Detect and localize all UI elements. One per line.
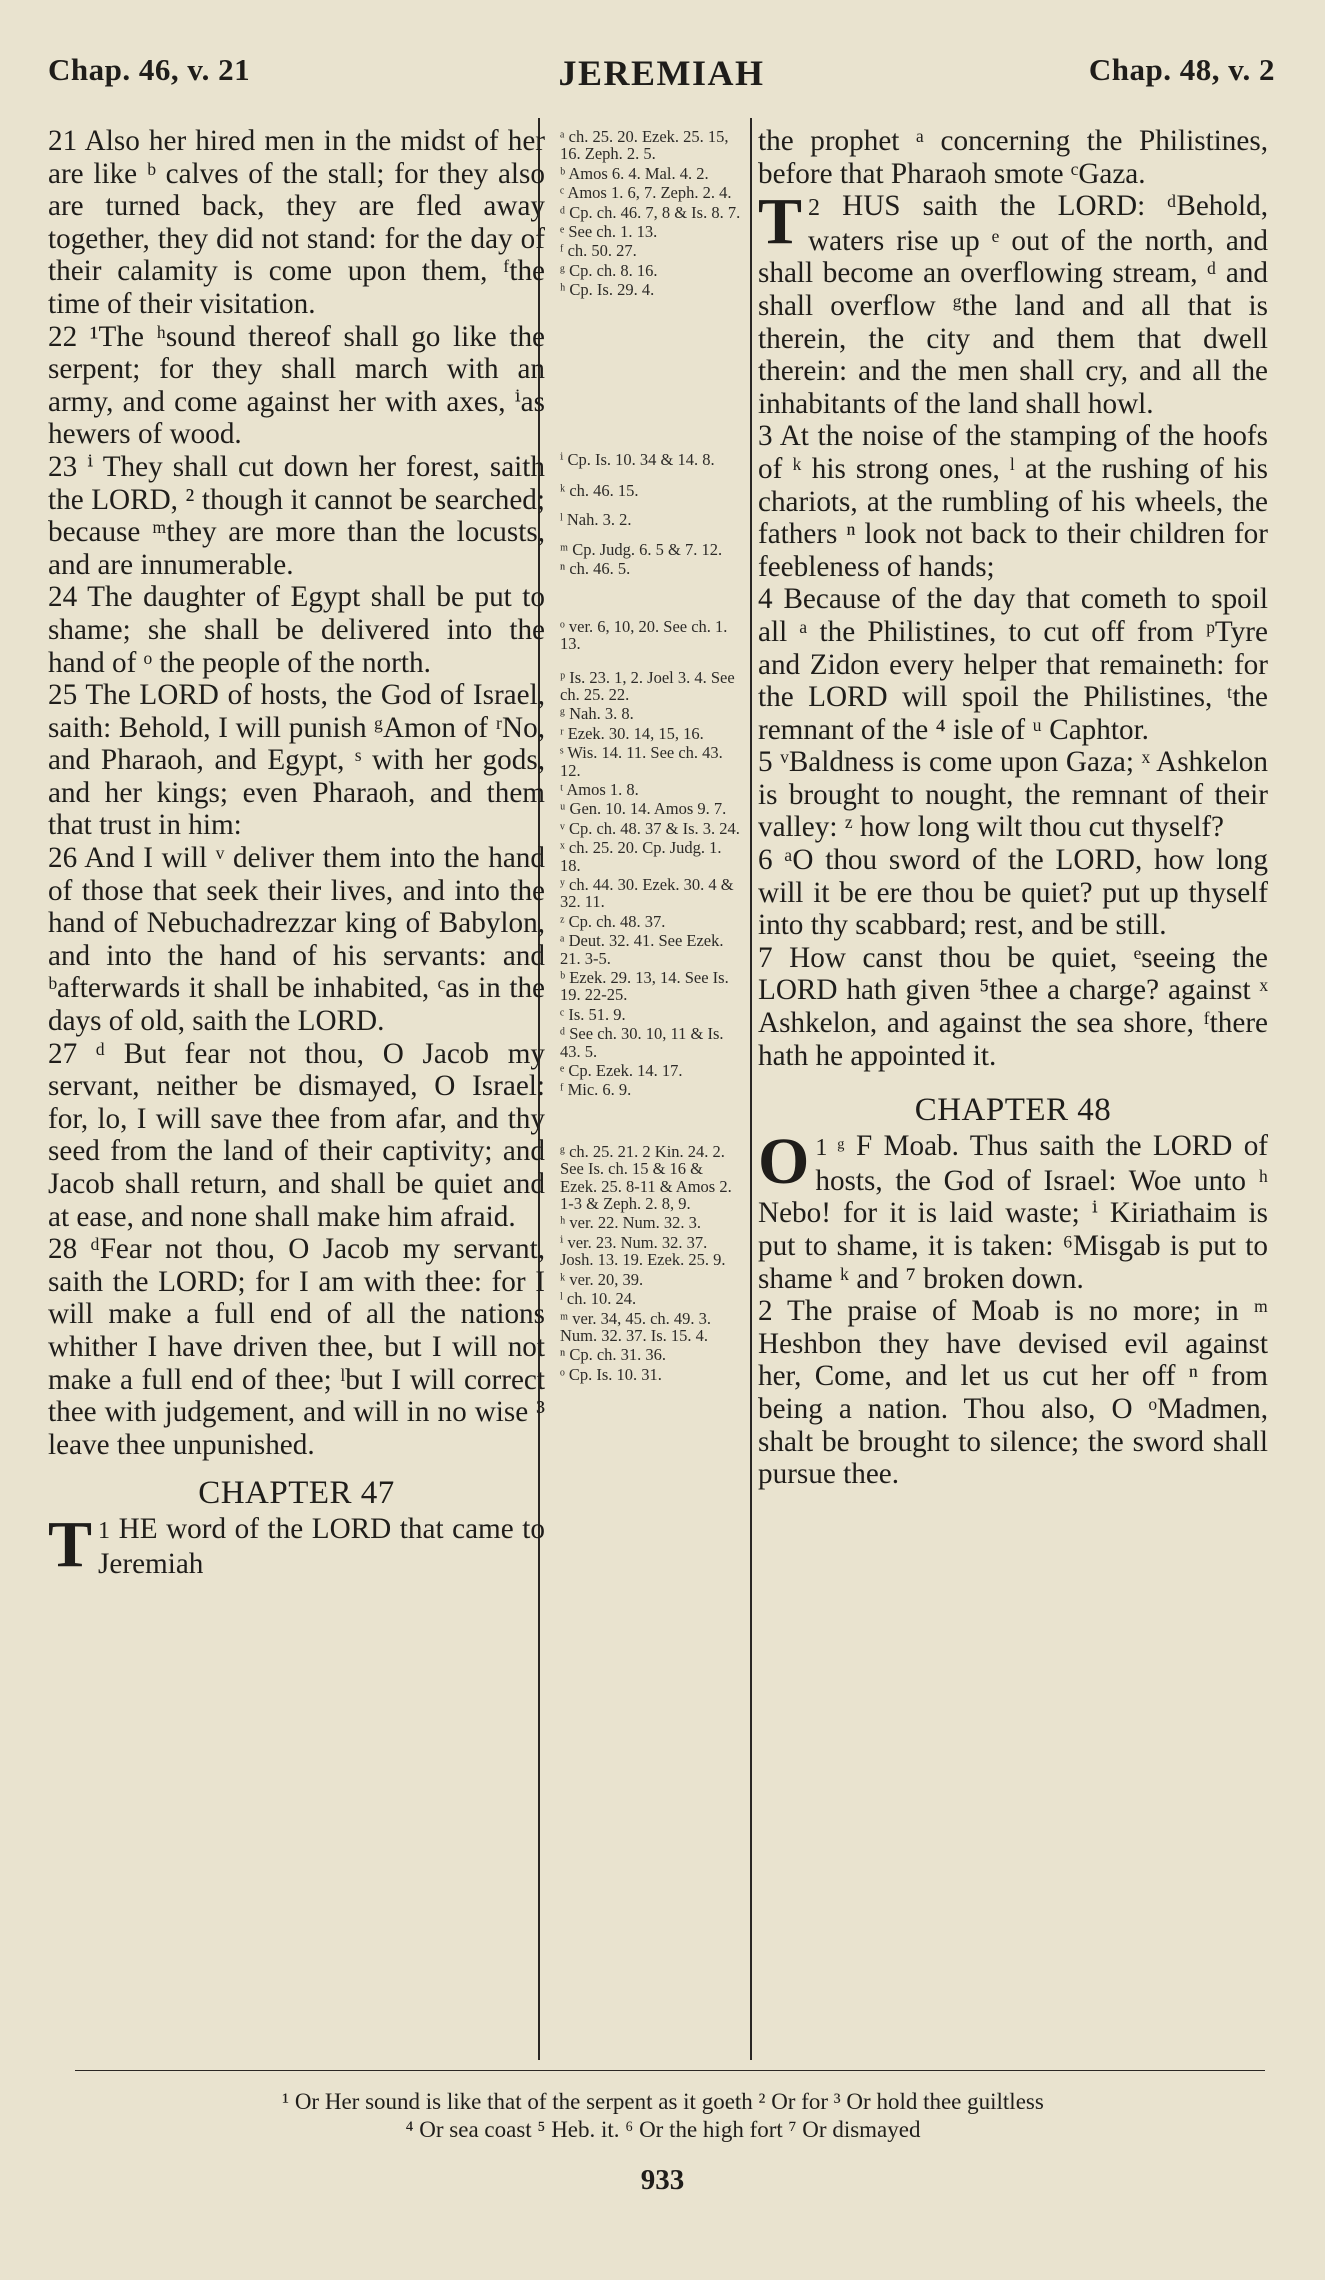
drop-cap-T: T [758, 185, 803, 259]
footnotes [48, 2088, 1278, 2144]
cross-ref: ᵍ ch. 25. 21. 2 Kin. 24. 2. See Is. ch. 15 & 16 & Ezek. 25. 8-11 & Amos 2. 1-3 & Zeph. 2. 8, 9. [560, 1141, 732, 1214]
verse-46-27: 27 ᵈ But fear not thou, O Jacob my servant, neither be dismayed, O Israel: for, lo, I will save thee from afar, and thy seed from the land of their captivity; and Jacob shall return, and shall be quiet and at ease, and none shall make him afraid. [48, 1037, 545, 1233]
cross-ref: ᵘ Gen. 10. 14. Amos 9. 7. [560, 799, 727, 819]
cross-ref: ᶜ Is. 51. 9. [560, 1004, 626, 1024]
chapter-48-heading: CHAPTER 48 [914, 1092, 1112, 1129]
cross-reference-column [560, 128, 743, 1385]
verse-number: 2 [808, 195, 821, 222]
cross-ref: ʸ ch. 44. 30. Ezek. 30. 4 & 32. 11. [560, 874, 734, 912]
verse-47-6: 6 ᵃO thou sword of the LORD, how long will it be ere thou be quiet? put up thyself into thy scabbard; rest, and be still. [758, 844, 1268, 942]
cross-ref: ᵃ Deut. 32. 41. See Ezek. 21. 3-5. [560, 931, 724, 968]
verse-number: 1 [98, 1518, 111, 1545]
running-header [48, 52, 1275, 112]
verse-46-24: 24 The daughter of Egypt shall be put to shame; she shall be delivered into the hand of ᵒ the people of the north. [48, 581, 545, 679]
cross-ref: ⁱ ver. 23. Num. 32. 37. Josh. 13. 19. Ezek. 25. 9. [560, 1232, 726, 1270]
cross-ref: ʰ Cp. Is. 29. 4. [560, 280, 655, 300]
cross-ref: ᵇ Ezek. 29. 13, 14. See Is. 19. 22-25. [560, 968, 729, 1005]
cross-ref: ᵉ Cp. Ezek. 14. 17. [560, 1061, 683, 1081]
cross-ref: ᵛ Cp. ch. 48. 37 & Is. 3. 24. [560, 818, 740, 838]
verse-47-1 [48, 1508, 545, 1582]
verse-47-2-text: HUS saith the LORD: ᵈBehold, waters rise up ᵉ out of the north, and shall become an overflowing stream, ᵈ and shall overflow ᵍthe land and all that is therein, the city and them that dwell therein: and the men shall cry, and all the inhabitants of the land shall howl. [758, 190, 1268, 420]
header-right: Chap. 48, v. 2 [1088, 52, 1275, 87]
cross-ref: ˢ Wis. 14. 11. See ch. 43. 12. [560, 743, 723, 780]
verse-46-28: 28 ᵈFear not thou, O Jacob my servant, saith the LORD; for I am with thee: for I will make a full end of all the nations whither I have driven thee, but I will not make a full end of thee; ˡbut I will correct thee with judgement, and will in no wise ³ leave thee unpunished. [48, 1233, 545, 1461]
cross-ref: ᵈ See ch. 30. 10, 11 & Is. 43. 5. [560, 1024, 724, 1061]
verse-47-3: 3 At the noise of the stamping of the hoofs of ᵏ his strong ones, ˡ at the rushing of his chariots, at the rumbling of his wheels, the fathers ⁿ look not back to their children for feebleness of hands; [758, 420, 1268, 583]
cross-ref: ᵒ ver. 6, 10, 20. See ch. 1. 13. [560, 616, 728, 654]
cross-ref: ⁿ ch. 46. 5. [560, 559, 631, 579]
verse-47-7: 7 How canst thou be quiet, ᵉseeing the LORD hath given ⁵thee a charge? against ˣ Ashkelon, and against the sea shore, ᶠthere hath he appointed it. [758, 941, 1268, 1072]
cross-ref: ˡ ch. 10. 24. [560, 1289, 637, 1309]
verse-46-26: 26 And I will ᵛ deliver them into the hand of those that seek their lives, and into the hand of Nebuchadrezzar king of Babylon, and into the hand of his servants: and ᵇafterwards it shall be inhabited, ᶜas in the days of old, saith the LORD. [48, 842, 545, 1038]
page-number: 933 [640, 2164, 685, 2196]
verse-48-2: 2 The praise of Moab is no more; in ᵐ Heshbon they have devised evil against her, Come, and let us cut her off ⁿ from being a nation. Thou also, O ᵒMadmen, shalt be brought to silence; the sword shall pursue thee. [758, 1295, 1268, 1491]
cross-ref: ⁿ Cp. ch. 31. 36. [560, 1345, 667, 1365]
verse-46-21: 21 Also her hired men in the midst of her are like ᵇ calves of the stall; for they also are turned back, they are fled away together, they did not stand: for the day of their calamity is come upon them, ᶠthe time of their visitation. [48, 125, 545, 320]
footnote-line-1: ¹ Or Her sound is like that of the serpent as it goeth ² Or for ³ Or hold thee guiltless [282, 2089, 1044, 2114]
column-rule-right [750, 118, 752, 2060]
cross-ref: ʳ Ezek. 30. 14, 15, 16. [560, 723, 704, 743]
header-left: Chap. 46, v. 21 [48, 52, 251, 87]
chapter-47-heading: CHAPTER 47 [198, 1475, 395, 1512]
cross-ref: ᶻ Cp. ch. 48. 37. [560, 911, 666, 931]
cross-ref: ᵏ ver. 20, 39. [560, 1269, 644, 1289]
cross-ref: ᵉ See ch. 1. 13. [560, 222, 658, 242]
cross-ref: ˣ ch. 25. 20. Cp. Judg. 1. 18. [560, 838, 722, 875]
verse-47-5: 5 ᵛBaldness is come upon Gaza; ˣ Ashkelon is brought to nought, the remnant of their valley: ᶻ how long wilt thou cut thyself? [758, 746, 1268, 844]
cross-ref: ᵒ Cp. Is. 10. 31. [560, 1364, 662, 1384]
verse-46-25: 25 The LORD of hosts, the God of Israel, saith: Behold, I will punish ᵍAmon of ʳNo, and Pharaoh, and Egypt, ˢ with her gods, and her kings; even Pharaoh, and them that trust in him: [48, 679, 545, 842]
cross-ref: ᵗ Amos 1. 8. [560, 779, 639, 799]
verse-47-2 [758, 185, 1268, 420]
cross-ref: ᵐ ver. 34, 45. ch. 49. 3. Num. 32. 37. Is. 15. 4. [560, 1308, 712, 1345]
verse-47-1-text: HE word of the LORD that came to Jeremiah [98, 1513, 545, 1580]
cross-ref: ᵇ Amos 6. 4. Mal. 4. 2. [560, 163, 709, 183]
book-title: JEREMIAH [558, 53, 765, 93]
cross-ref: ᵃ ch. 25. 20. Ezek. 25. 15, 16. Zeph. 2. 5. [560, 127, 729, 164]
cross-ref: ʰ ver. 22. Num. 32. 3. [560, 1213, 701, 1233]
left-text-column [48, 125, 545, 1581]
verse-number: 1 ᵍ [815, 1135, 845, 1162]
cross-ref: ᵖ Is. 23. 1, 2. Joel 3. 4. See ch. 25. 22. [560, 667, 735, 704]
cross-ref: ⁱ Cp. Is. 10. 34 & 14. 8. [560, 449, 715, 469]
cross-ref: ˡ Nah. 3. 2. [560, 510, 632, 530]
cross-ref: ᵈ Cp. ch. 46. 7, 8 & Is. 8. 7. [560, 202, 741, 222]
cross-ref: ᵍ Nah. 3. 8. [560, 704, 634, 724]
verse-47-1-cont: the prophet ᵃ concerning the Philistines, before that Pharaoh smote ᶜGaza. [758, 125, 1268, 190]
cross-ref: ᶠ Mic. 6. 9. [560, 1080, 632, 1100]
verse-46-22: 22 ¹The ʰsound thereof shall go like the serpent; for they shall march with an army, and come against her with axes, ⁱas hewers of wood. [48, 320, 545, 451]
cross-ref: ᵍ Cp. ch. 8. 16. [560, 260, 658, 280]
footnote-line-2: ⁴ Or sea coast ⁵ Heb. it. ⁶ Or the high fort ⁷ Or dismayed [405, 2117, 921, 2142]
drop-cap-O: O [758, 1125, 810, 1199]
footnote-rule [75, 2070, 1265, 2071]
drop-cap-T: T [48, 1508, 93, 1582]
cross-ref: ᶜ Amos 1. 6, 7. Zeph. 2. 4. [560, 183, 732, 203]
verse-48-1-text: F Moab. Thus saith the LORD of hosts, the God of Israel: Woe unto ʰ Nebo! for it is laid waste; ⁱ Kiriathaim is put to shame, it is taken: ⁶Misgab is put to shame ᵏ and ⁷ broken down. [758, 1130, 1269, 1295]
verse-47-4: 4 Because of the day that cometh to spoil all ᵃ the Philistines, to cut off from ᵖTyre and Zidon every helper that remaineth: for the LORD will spoil the Philistines, ᵗthe remnant of the ⁴ isle of ᵘ Caphtor. [758, 583, 1268, 746]
right-text-column [758, 125, 1268, 1491]
verse-48-1 [758, 1125, 1269, 1295]
cross-ref: ᶠ ch. 50. 27. [560, 241, 637, 261]
cross-ref: ᵏ ch. 46. 15. [560, 481, 639, 501]
verse-46-23: 23 ⁱ They shall cut down her forest, saith the LORD, ² though it cannot be searched; because ᵐthey are more than the locusts, and are innumerable. [48, 450, 545, 581]
cross-ref: ᵐ Cp. Judg. 6. 5 & 7. 12. [560, 539, 723, 559]
